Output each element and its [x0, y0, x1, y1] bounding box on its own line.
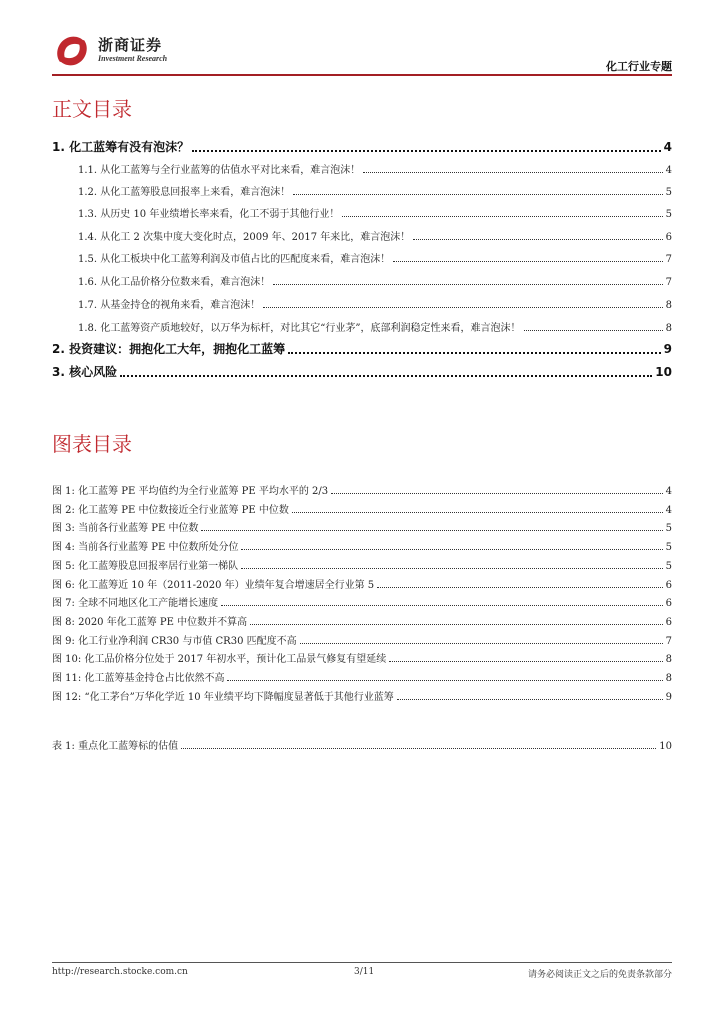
entry-page: 5	[665, 542, 672, 554]
toc-section-item[interactable]	[78, 161, 672, 176]
logo-english-name: Investment Research	[98, 54, 168, 63]
leader-dots	[250, 623, 663, 625]
entry-page: 7	[665, 635, 672, 647]
entry-page: 8	[665, 673, 672, 684]
entry-page: 10	[659, 741, 672, 752]
leader-dots	[273, 283, 662, 285]
toc-chapter-item[interactable]	[52, 363, 672, 380]
entry-text: 图 12: “化工茅台”万华化学近 10 年业绩平均下降幅度显著低于其他行业蓝筹	[52, 691, 394, 703]
figure-list-item[interactable]	[52, 669, 672, 684]
disclaimer-note: 请务必阅读正文之后的免责条款部分	[527, 970, 672, 980]
figure-list-item[interactable]	[52, 650, 672, 665]
zheshang-logo-icon	[52, 32, 92, 70]
entry-text: 图 5: 化工蓝筹股息回报率居行业第一梯队	[52, 560, 239, 572]
toc-section-item[interactable]	[78, 296, 672, 311]
footer-divider	[52, 962, 672, 963]
entry-text: 1.3. 从历史 10 年业绩增长率来看，化工不弱于其他行业！	[78, 209, 340, 220]
entry-page: 4	[663, 140, 672, 154]
entry-page: 8	[665, 654, 672, 666]
figure-list-item[interactable]	[52, 519, 672, 534]
entry-text: 1.6. 从化工品价格分位数来看，难言泡沫！	[78, 277, 271, 288]
leader-dots	[292, 511, 663, 513]
toc-chapter-item[interactable]	[52, 138, 672, 155]
page-number: 3/11	[354, 967, 375, 977]
leader-dots	[181, 747, 656, 749]
leader-dots	[397, 698, 663, 700]
entry-page: 5	[665, 523, 672, 535]
figure-list-item[interactable]	[52, 576, 672, 591]
toc-chapter-item[interactable]	[52, 340, 672, 357]
entry-page: 4	[665, 165, 672, 176]
figure-list-item[interactable]	[52, 688, 672, 703]
toc-section-item[interactable]	[78, 228, 672, 243]
leader-dots	[201, 529, 662, 531]
figure-list-item[interactable]	[52, 482, 672, 497]
entry-text: 2. 投资建议：拥抱化工大年，拥抱化工蓝筹	[52, 342, 286, 356]
leader-dots	[363, 171, 662, 173]
toc-section-item[interactable]	[78, 250, 672, 265]
entry-text: 图 8: 2020 年化工蓝筹 PE 中位数并不算高	[52, 616, 248, 628]
entry-page: 9	[663, 342, 672, 356]
leader-dots	[393, 260, 662, 262]
leader-dots	[300, 642, 663, 644]
leader-dots	[331, 492, 662, 494]
footer-url[interactable]: http://research.stocke.com.cn	[52, 967, 188, 977]
entry-page: 8	[665, 300, 672, 311]
entry-text: 图 7: 全球不同地区化工产能增长速度	[52, 598, 219, 610]
figures-title: 图表目录	[52, 432, 132, 456]
entry-text: 1. 化工蓝筹有没有泡沫？	[52, 140, 190, 154]
entry-text: 1.8. 化工蓝筹资产质地较好，以万华为标杆，对比其它“行业茅”，底部利润稳定性来看，难言泡沫！	[78, 323, 521, 334]
leader-dots	[192, 149, 661, 152]
table-list-item[interactable]	[52, 737, 672, 752]
entry-text: 1.1. 从化工蓝筹与全行业蓝筹的估值水平对比来看，难言泡沫！	[78, 165, 361, 176]
report-category: 化工行业专题	[606, 60, 672, 73]
toc-title: 正文目录	[52, 97, 132, 121]
entry-page: 4	[665, 486, 672, 497]
leader-dots	[342, 215, 662, 217]
leader-dots	[241, 548, 662, 550]
entry-text: 图 10: 化工品价格分位处于 2017 年初水平，预计化工品景气修复有望延续	[52, 654, 387, 666]
toc-section-item[interactable]	[78, 273, 672, 288]
entry-text: 图 6: 化工蓝筹近 10 年（2011-2020 年）业绩年复合增速居全行业第 5	[52, 579, 375, 591]
entry-text: 1.4. 从化工 2 次集中度大变化时点，2009 年、2017 年来比，难言泡沫！	[78, 232, 411, 243]
entry-page: 6	[665, 579, 672, 591]
figure-list-item[interactable]	[52, 538, 672, 553]
entry-text: 1.7. 从基金持仓的视角来看，难言泡沫！	[78, 300, 261, 311]
leader-dots	[263, 306, 662, 308]
entry-page: 5	[665, 560, 672, 572]
entry-page: 7	[665, 277, 672, 288]
entry-page: 10	[655, 365, 672, 379]
leader-dots	[389, 660, 662, 662]
entry-page: 5	[665, 187, 672, 198]
leader-dots	[288, 351, 661, 354]
entry-text: 3. 核心风险	[52, 365, 118, 379]
entry-text: 图 2: 化工蓝筹 PE 中位数接近全行业蓝筹 PE 中位数	[52, 504, 289, 516]
figure-list-item[interactable]	[52, 594, 672, 609]
entry-page: 7	[665, 254, 672, 265]
entry-text: 1.5. 从化工板块中化工蓝筹利润及市值占比的匹配度来看，难言泡沫！	[78, 254, 391, 265]
entry-page: 4	[665, 504, 672, 516]
entry-text: 图 3: 当前各行业蓝筹 PE 中位数	[52, 523, 199, 535]
entry-page: 6	[665, 616, 672, 628]
figure-list-item[interactable]	[52, 557, 672, 572]
leader-dots	[293, 193, 662, 195]
entry-text: 表 1: 重点化工蓝筹标的估值	[52, 741, 179, 752]
entry-text: 图 1: 化工蓝筹 PE 平均值约为全行业蓝筹 PE 平均水平的 2/3	[52, 486, 329, 497]
entry-text: 图 11: 化工蓝筹基金持仓占比依然不高	[52, 673, 225, 684]
entry-page: 6	[665, 232, 672, 243]
header-divider	[52, 74, 672, 76]
entry-text: 1.2. 从化工蓝筹股息回报率上来看，难言泡沫！	[78, 187, 291, 198]
entry-page: 5	[665, 209, 672, 220]
leader-dots	[524, 329, 663, 331]
leader-dots	[377, 586, 662, 588]
figure-list-item[interactable]	[52, 632, 672, 647]
leader-dots	[241, 567, 663, 569]
page-header	[52, 30, 672, 78]
toc-section-item[interactable]	[78, 319, 672, 334]
logo-chinese-name: 浙商证券	[98, 36, 163, 54]
entry-text: 图 9: 化工行业净利润 CR30 与市值 CR30 匹配度不高	[52, 635, 297, 647]
figure-list-item[interactable]	[52, 613, 672, 628]
leader-dots	[413, 238, 662, 240]
entry-page: 8	[665, 323, 672, 334]
leader-dots	[120, 374, 652, 377]
entry-page: 6	[665, 598, 672, 610]
leader-dots	[221, 604, 663, 606]
toc-section-item[interactable]	[78, 183, 672, 198]
leader-dots	[227, 679, 662, 681]
figure-list-item[interactable]	[52, 501, 672, 516]
toc-section-item[interactable]	[78, 205, 672, 220]
entry-page: 9	[665, 691, 672, 703]
entry-text: 图 4: 当前各行业蓝筹 PE 中位数所处分位	[52, 542, 239, 554]
